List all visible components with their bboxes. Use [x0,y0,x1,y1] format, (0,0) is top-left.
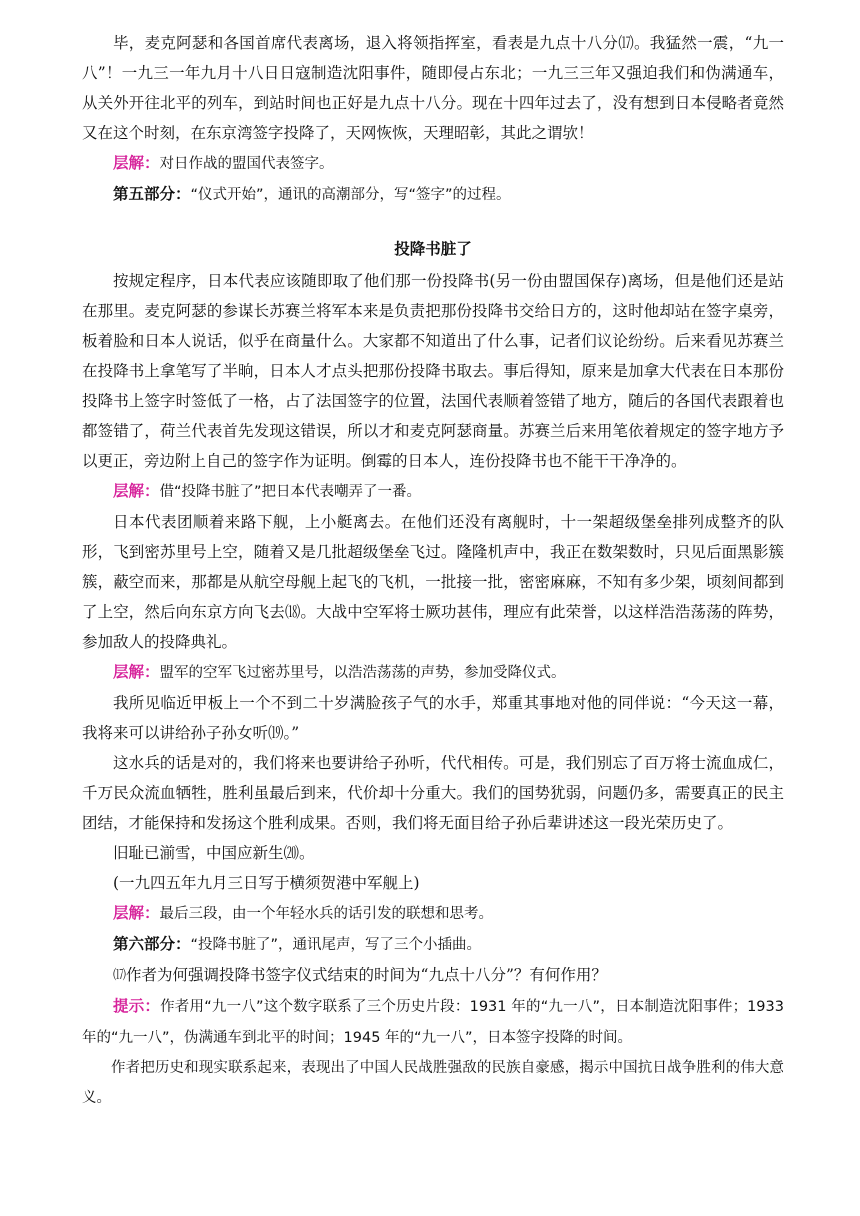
layer-label: 层解： [113,481,160,500]
question-number: ⒄ [113,968,127,983]
part-five [82,179,784,210]
part-six-text: “投降书脏了”，通讯尾声，写了三个小插曲。 [190,937,482,953]
paragraph-rebirth: 旧耻已湔雪，中国应新生⒇。 [113,844,315,862]
paragraph-sailor: 我所见临近甲板上一个不到二十岁满脸孩子气的水手，郑重其事地对他的同伴说：“今天这一幕，我将来可以讲给孙子孙女听⒆。” [82,694,784,742]
layer-analysis-3 [82,657,784,688]
layer-analysis-2 [82,476,784,507]
tip [82,991,784,1053]
conclusion: 作者把历史和现实联系起来，表现出了中国人民战胜强敌的民族自豪感，揭示中国抗日战争胜利的伟大意义。 [82,1060,784,1106]
paragraph-dateline: (一九四五年九月三日写于横须贺港中军舰上) [113,874,420,892]
layer-analysis-4 [82,898,784,929]
part-five-text: “仪式开始”，通讯的高潮部分，写“签字”的过程。 [190,187,511,203]
question-text: 作者为何强调投降书签字仪式结束的时间为“九点十八分”？有何作用？ [126,966,607,984]
tip-label: 提示： [113,996,161,1015]
part-six [82,929,784,960]
paragraph-dirty-surrender: 按规定程序，日本代表应该随即取了他们那一份投降书(另一份由盟国保存)离场，但是他们还是站在那里。麦克阿瑟的参谋长苏赛兰将军本来是负责把那份投降书交给日方的，这时他却站在签字桌旁，板着脸和日本人说话，似乎在商量什么。大家都不知道出了什么事，记者们议论纷纷。后来看见苏赛兰在投降书上拿笔写了半晌，日本人才点头把那份投降书取去。事后得知，原来是加拿大代表在日本那份投降书上签字时签低了一格，占了法国签字的位置，法国代表顺着签错了地方，随后的各国代表跟着也都签错了，荷兰代表首先发现这错误，所以才和麦克阿瑟商量。苏赛兰后来用笔依着规定的签字地方予以更正，旁边附上自己的签字作为证明。倒霉的日本人，连份投降书也不能干干净净的。 [82,272,784,470]
layer-label: 层解： [113,153,160,172]
layer-analysis-text: 对日作战的盟国代表签字。 [159,156,334,172]
layer-analysis-1 [82,148,784,179]
paragraph-flyover: 日本代表团顺着来路下舰，上小艇离去。在他们还没有离舰时，十一架超级堡垒排列成整齐的队形，飞到密苏里号上空，随着又是几批超级堡垒飞过。隆隆机声中，我正在数架数时，只见后面黑影簇簇，蔽空而来，那都是从航空母舰上起飞的飞机，一批接一批，密密麻麻，不知有多少架，顷刻间都到了上空，然后向东京方向飞去⒅。大战中空军将士厥功甚伟，理应有此荣誉，以这样浩浩荡荡的阵势，参加敌人的投降典礼。 [82,513,784,651]
layer-label: 层解： [113,903,160,922]
section-title: 投降书脏了 [394,240,472,258]
question [82,960,784,991]
layer-analysis-text: 盟军的空军飞过密苏里号，以浩浩荡荡的声势，参加受降仪式。 [159,665,566,681]
tip-text: 作者用“九一八”这个数字联系了三个历史片段：1931 年的“九一八”，日本制造沈阳事件；1933 年的“九一八”，伪满通车到北平的时间；1945 年的“九一八”，日本签字投降的时间。 [82,999,784,1046]
layer-label: 层解： [113,662,160,681]
layer-analysis-text: 最后三段，由一个年轻水兵的话引发的联想和思考。 [159,906,494,922]
paragraph-signing-end: 毕，麦克阿瑟和各国首席代表离场，退入将领指挥室，看表是九点十八分⒄。我猛然一震，“九一八”！一九三一年九月十八日日寇制造沈阳事件，随即侵占东北；一九三三年又强迫我们和伪满通车，从关外开往北平的列车，到站时间也正好是九点十八分。现在十四年过去了，没有想到日本侵略者竟然又在这个时刻，在东京湾签字投降了，天网恢恢，天理昭彰，其此之谓欤！ [82,34,784,142]
part-five-title: 第五部分： [113,185,191,203]
layer-analysis-text: 借“投降书脏了”把日本代表嘲弄了一番。 [159,484,422,500]
part-six-title: 第六部分： [113,935,191,953]
paragraph-reflection: 这水兵的话是对的，我们将来也要讲给子孙听，代代相传。可是，我们别忘了百万将士流血成仁，千万民众流血牺牲，胜利虽最后到来，代价却十分重大。我们的国势犹弱，问题仍多，需要真正的民主团结，才能保持和发扬这个胜利成果。否则，我们将无面目给子孙后辈讲述这一段光荣历史了。 [82,754,784,832]
